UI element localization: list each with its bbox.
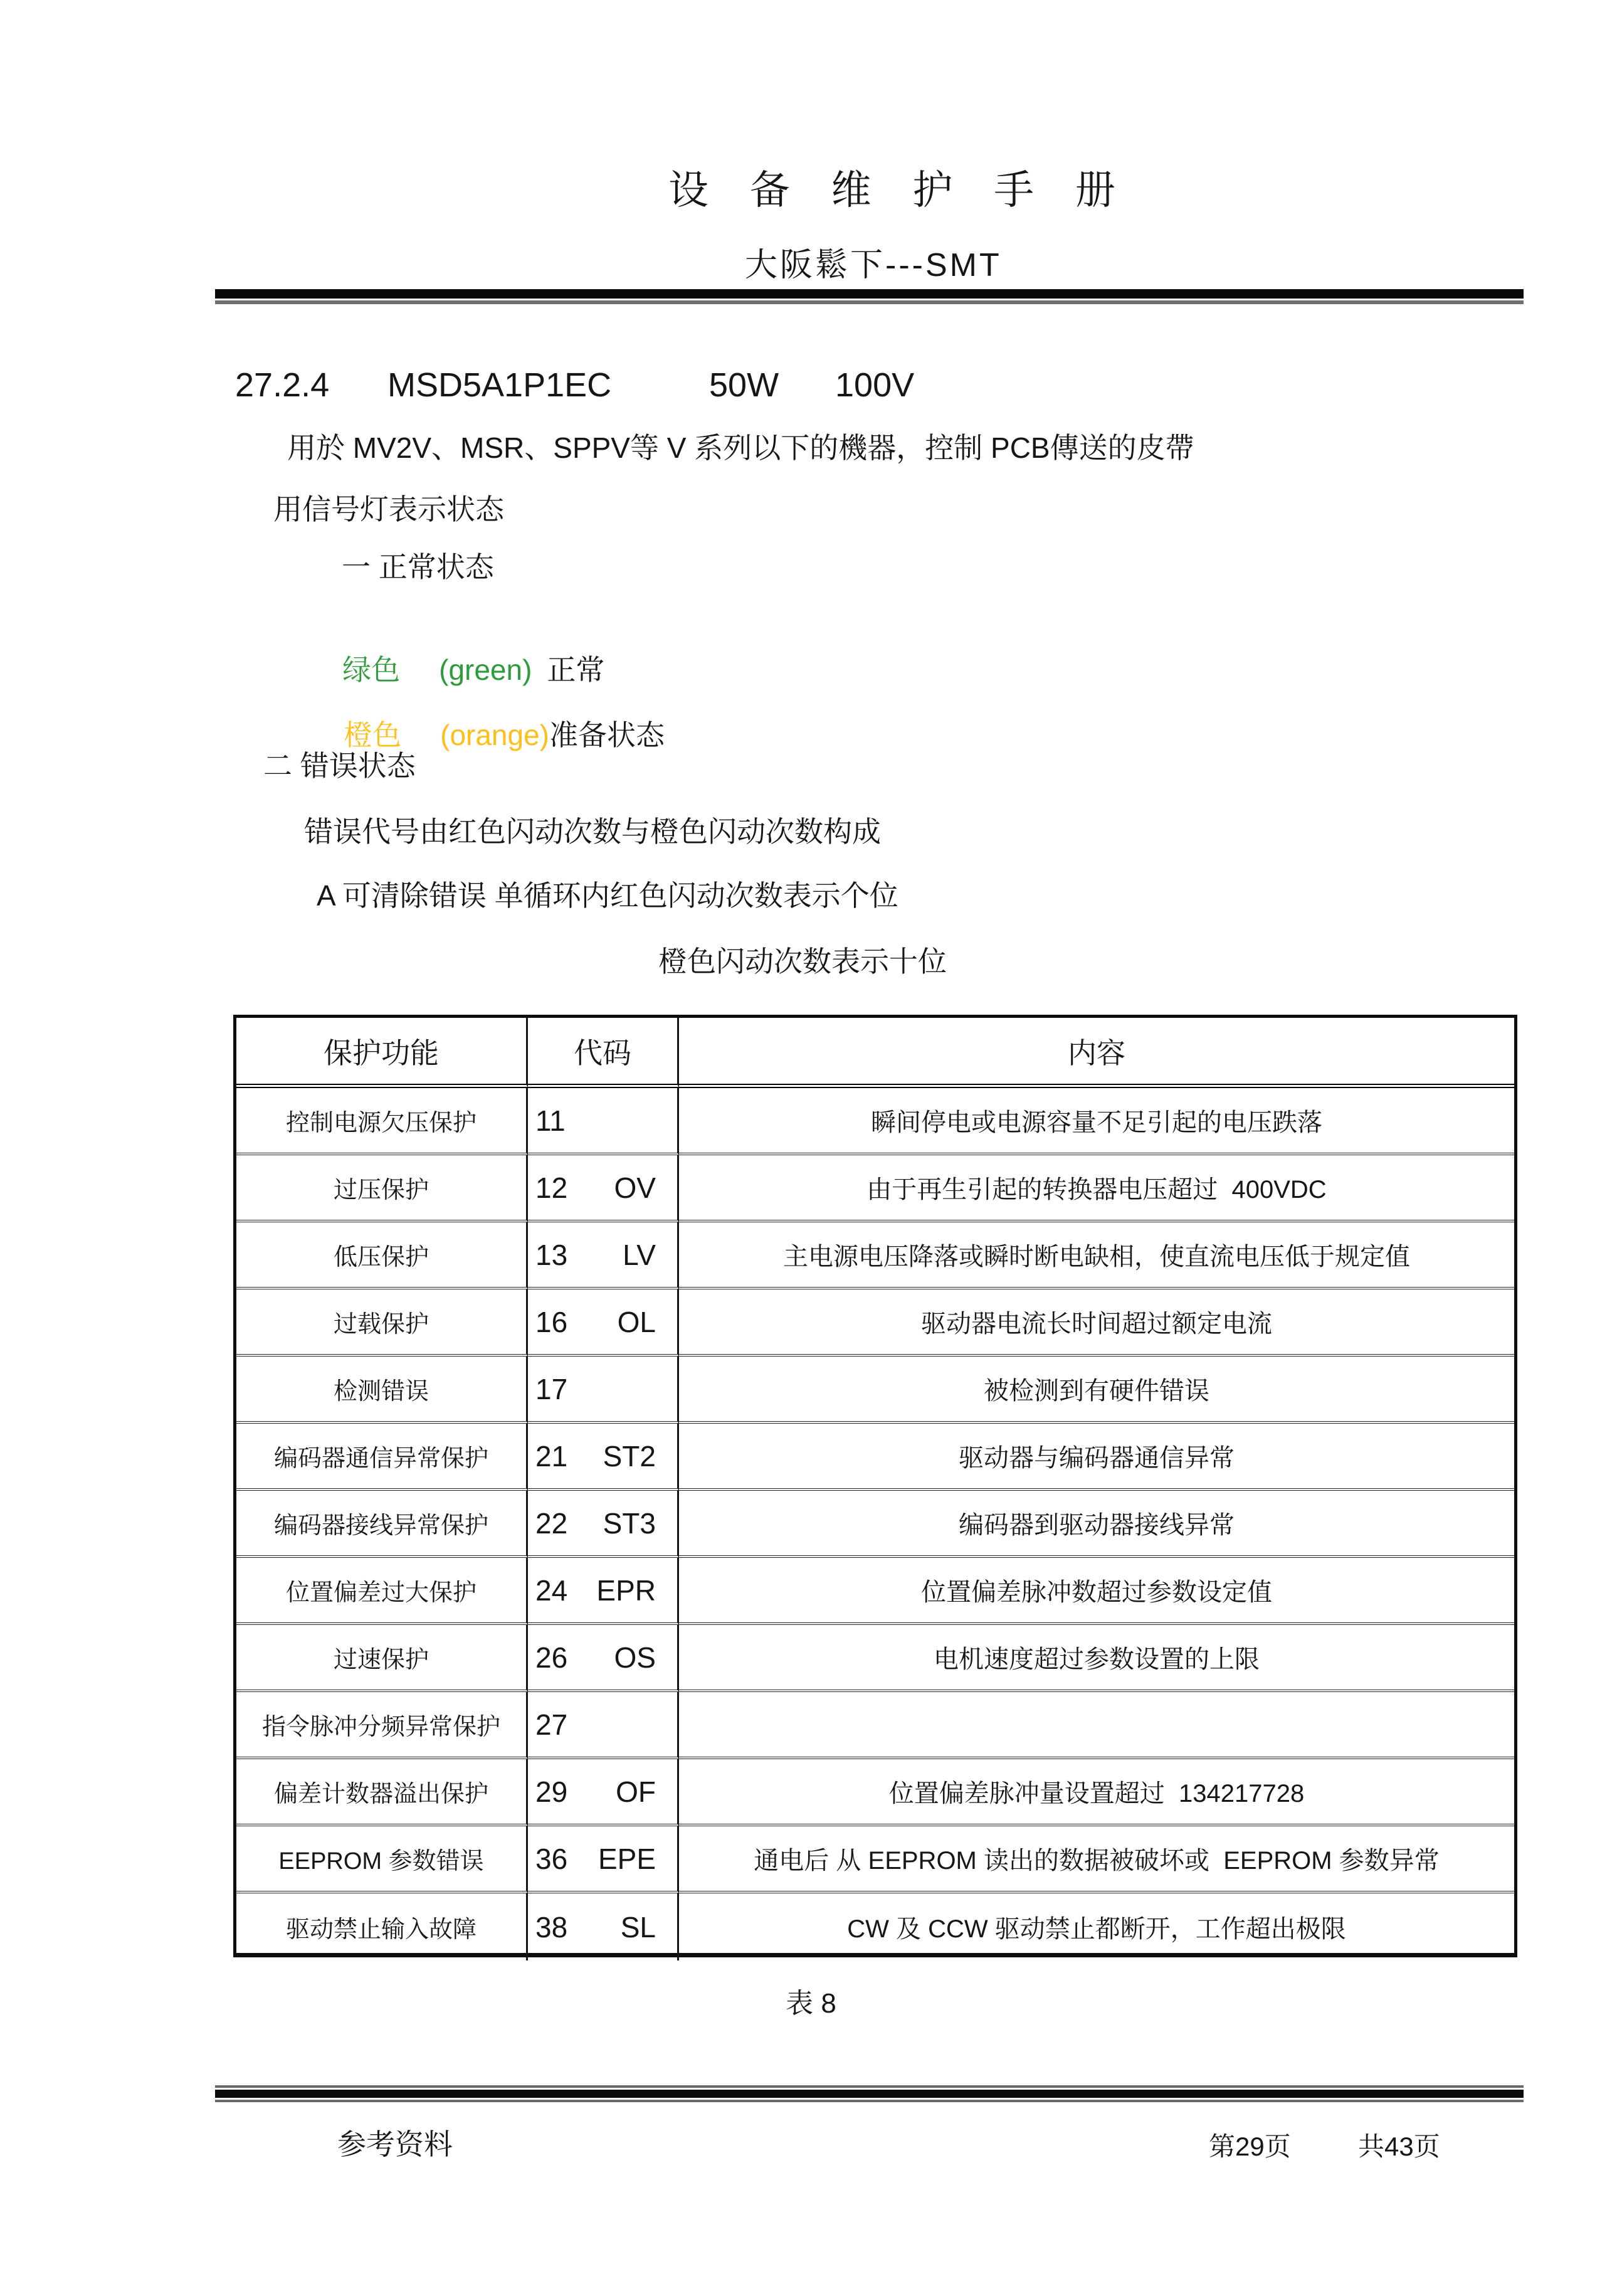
cell-protection-function: 过速保护 — [236, 1625, 528, 1692]
cell-code: 38 SL — [528, 1893, 679, 1960]
page-subtitle: 大阪鬆下---SMT — [745, 247, 1002, 283]
cell-protection-function: 检测错误 — [236, 1357, 528, 1424]
cell-code: 11 — [528, 1088, 679, 1155]
cell-content: 电机速度超过参数设置的上限 — [679, 1625, 1514, 1692]
cell-code: 17 — [528, 1357, 679, 1424]
cell-protection-function: 过载保护 — [236, 1289, 528, 1357]
cell-content: 瞬间停电或电源容量不足引起的电压跌落 — [679, 1088, 1514, 1155]
cell-code-label: SL — [620, 1910, 656, 1944]
cell-protection-function: 驱动禁止输入故障 — [236, 1893, 528, 1960]
cell-content — [679, 1692, 1514, 1759]
cell-code-label: ST3 — [603, 1506, 656, 1540]
cell-code: 12 OV — [528, 1155, 679, 1222]
cell-code: 13 LV — [528, 1222, 679, 1289]
cell-content: 编码器到驱动器接线异常 — [679, 1491, 1514, 1558]
green-status-desc: 正常 — [547, 653, 605, 686]
cell-protection-function: 编码器接线异常保护 — [236, 1491, 528, 1558]
cell-protection-function: 过压保护 — [236, 1155, 528, 1222]
intro-line-signal-lamp: 用信号灯表示状态 — [273, 493, 504, 526]
cell-code-label: EPE — [598, 1842, 656, 1875]
cell-code-label: LV — [623, 1238, 656, 1271]
section-number: 27.2.4 — [235, 366, 330, 404]
footer-rule — [215, 2085, 1524, 2102]
cell-content: 位置偏差脉冲量设置超过 134217728 — [679, 1759, 1514, 1826]
cell-code: 24 EPR — [528, 1558, 679, 1625]
error-code-table — [233, 1015, 1517, 1957]
intro-line-machines: 用於 MV2V、MSR、SPPV等 V 系列以下的機器，控制 PCB傳送的皮帶 — [287, 431, 1194, 464]
cell-code-label: OL — [617, 1305, 656, 1338]
footer-total-pages: 共43页 — [1358, 2132, 1440, 2161]
header-rule-thin-line — [215, 300, 1524, 304]
cell-content: 主电源电压降落或瞬时断电缺相，使直流电压低于规定值 — [679, 1222, 1514, 1289]
cell-code: 26 OS — [528, 1625, 679, 1692]
orange-status-desc: 准备状态 — [549, 719, 665, 751]
cell-protection-function: 偏差计数器溢出保护 — [236, 1759, 528, 1826]
power-rating: 50W — [709, 366, 779, 404]
orange-status-label: 橙色 — [344, 719, 402, 751]
cell-code-label: OS — [614, 1641, 656, 1674]
green-status-label: 绿色 — [342, 653, 401, 686]
cell-protection-function: 低压保护 — [236, 1222, 528, 1289]
cell-code: 21 ST2 — [528, 1424, 679, 1491]
cell-code: 16 OL — [528, 1289, 679, 1357]
cell-content: 被检测到有硬件错误 — [679, 1357, 1514, 1424]
cell-content: 位置偏差脉冲数超过参数设定值 — [679, 1558, 1514, 1625]
header-rule — [215, 289, 1524, 304]
normal-status-heading: 一 正常状态 — [342, 551, 494, 583]
error-code-explain-line1: 错误代号由红色闪动次数与橙色闪动次数构成 — [304, 815, 881, 848]
cell-content: CW 及 CCW 驱动禁止都断开，工作超出极限 — [847, 1915, 1346, 1943]
orange-status-en: (orange) — [440, 719, 549, 751]
header-rule-thick-line — [215, 289, 1524, 299]
table-caption: 表 8 — [786, 1988, 836, 2019]
model-number: MSD5A1P1EC — [387, 366, 612, 404]
cell-code-label: ST2 — [603, 1439, 656, 1473]
error-code-explain-line2: A 可清除错误 单循环内红色闪动次数表示个位 — [317, 879, 898, 912]
table-header-code: 代码 — [528, 1018, 679, 1088]
cell-protection-function: 控制电源欠压保护 — [236, 1088, 528, 1155]
cell-content: 驱动器与编码器通信异常 — [679, 1424, 1514, 1491]
cell-code: 27 — [528, 1692, 679, 1759]
footer-page-number: 第29页 — [1209, 2132, 1291, 2161]
cell-code-label: OF — [616, 1775, 656, 1808]
table-header-protection-function: 保护功能 — [236, 1018, 528, 1088]
cell-content: 通电后 从 EEPROM 读出的数据被破坏或 EEPROM 参数异常 — [679, 1826, 1514, 1893]
cell-code-label: OV — [614, 1171, 656, 1204]
cell-code: 36 EPE — [528, 1826, 679, 1893]
cell-content: 由于再生引起的转换器电压超过 400VDC — [679, 1155, 1514, 1222]
cell-code: 29 OF — [528, 1759, 679, 1826]
cell-protection-function: 编码器通信异常保护 — [236, 1424, 528, 1491]
cell-code: 22 ST3 — [528, 1491, 679, 1558]
error-status-heading: 二 错误状态 — [263, 749, 416, 782]
page-title: 设 备 维 护 手 册 — [668, 167, 1117, 213]
error-code-explain-line3: 橙色闪动次数表示十位 — [658, 945, 947, 978]
cell-protection-function: 指令脉冲分频异常保护 — [236, 1692, 528, 1759]
cell-code-label: EPR — [596, 1574, 656, 1607]
voltage-rating: 100V — [835, 366, 915, 404]
cell-content: 驱动器电流长时间超过额定电流 — [679, 1289, 1514, 1357]
green-status-en: (green) — [439, 653, 532, 686]
cell-protection-function: EEPROM 参数错误 — [236, 1826, 528, 1893]
cell-protection-function: 位置偏差过大保护 — [236, 1558, 528, 1625]
footer-reference-label: 参考资料 — [337, 2128, 453, 2161]
table-header-content: 内容 — [679, 1018, 1514, 1088]
